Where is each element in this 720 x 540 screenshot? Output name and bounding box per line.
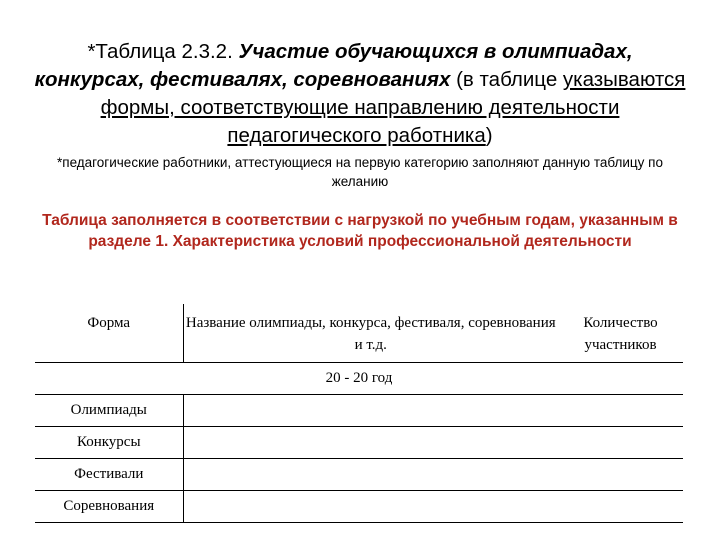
row-label-contests: Конкурсы: [35, 426, 183, 458]
caption-underlined: указываются формы, соответствующие направлению деятельности педагогического работника: [100, 68, 686, 147]
table-row: [35, 490, 683, 522]
caption-plain: в таблице: [462, 68, 563, 91]
row-label-competitions: Соревнования: [35, 490, 183, 522]
caption-prefix: *Таблица 2.3.2.: [87, 40, 239, 63]
participation-table: [35, 304, 683, 523]
row-value-cell: [183, 394, 683, 426]
footnote: *педагогические работники, аттестующиеся на первую категорию заполняют данную таблицу по желанию: [57, 155, 663, 189]
header-form: Форма: [35, 304, 183, 362]
row-value-cell: [183, 426, 683, 458]
header-count: Количество участников: [558, 304, 683, 362]
caption-title: Участие обучающихся в олимпиадах, конкурсах, фестивалях, соревнованиях: [34, 40, 633, 91]
row-label-festivals: Фестивали: [35, 458, 183, 490]
caption-paren-open: (: [450, 68, 463, 91]
row-label-olympiads: Олимпиады: [35, 394, 183, 426]
row-value-cell: [183, 490, 683, 522]
row-value-cell: [183, 458, 683, 490]
year-row: [35, 362, 683, 394]
table-row: [35, 394, 683, 426]
year-cell: 20 - 20 год: [35, 362, 683, 394]
table-row: [35, 426, 683, 458]
instruction-text: Таблица заполняется в соответствии с нагрузкой по учебным годам, указанным в разделе 1. Характеристика условий профессиональной деятельности: [42, 212, 678, 250]
caption-paren-close: ): [485, 124, 493, 147]
header-name: Название олимпиады, конкурса, фестиваля, соревнования и т.д.: [183, 304, 558, 362]
table-caption: [30, 38, 690, 150]
table-row: [35, 458, 683, 490]
header-row: [35, 304, 683, 362]
